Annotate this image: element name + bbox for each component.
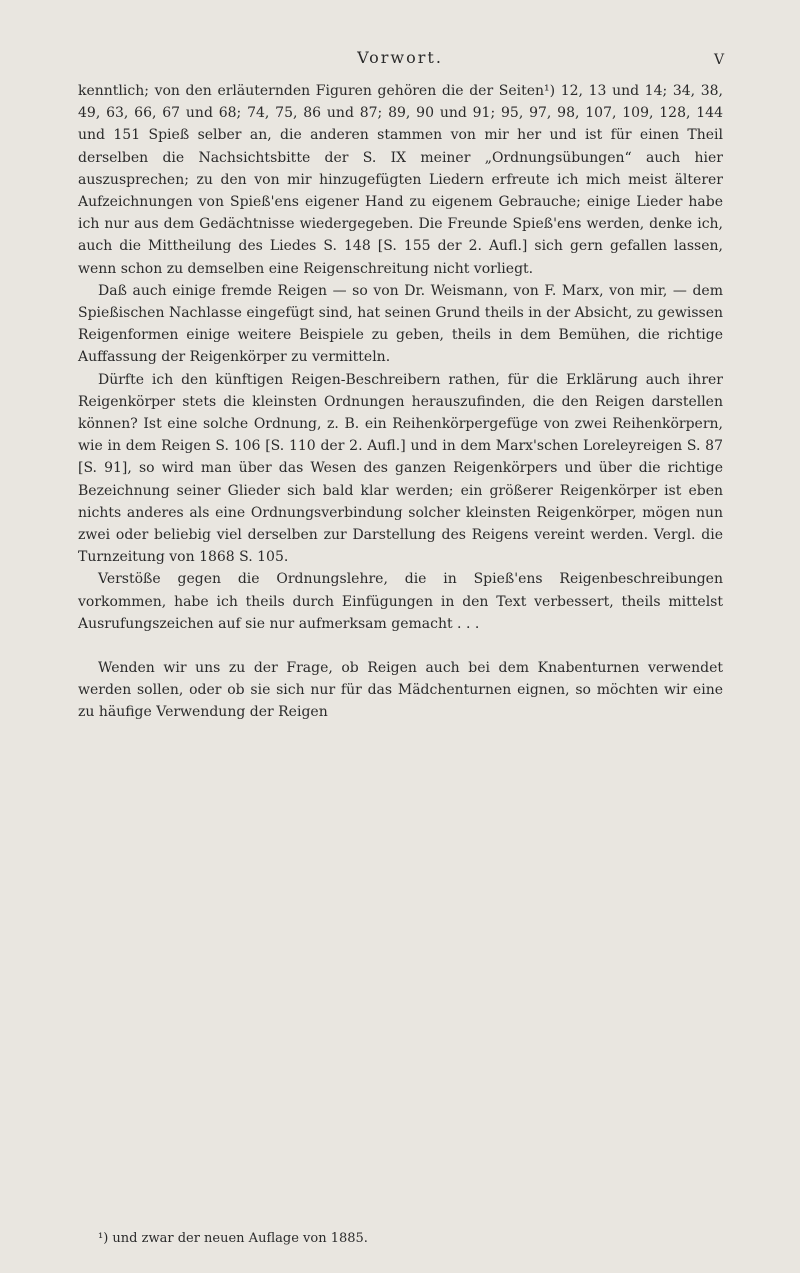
footnote: ¹) und zwar der neuen Auflage von 1885.: [98, 1231, 368, 1246]
running-head: Vorwort.: [357, 48, 443, 67]
paragraph-2: Daß auch einige fremde Reigen — so von Dr. Weismann, von F. Marx, von mir, — dem Spießischen Nachlasse eingefügt sind, hat seinen Grund theils in der Absicht, zu gewissen Reigenformen einige weitere Beispiele zu geben, theils in dem Bemühen, die richtige Auffassung der Reigenkörper zu vermitteln.: [78, 282, 723, 366]
page-number: V: [714, 52, 725, 68]
paragraph-1: kenntlich; von den erläuternden Figuren gehören die der Seiten¹) 12, 13 und 14; 34, 38, 49, 63, 66, 67 und 68; 74, 75, 86 und 87; 89, 90 und 91; 95, 97, 98, 107, 109, 128, 144 und 151 Spieß selber an, die anderen stammen von mir her und ist für einen Theil derselben die Nachsichtsbitte der S. IX meiner „Ordnungsübungen“ auch hier auszusprechen; zu den von mir hinzugefügten Liedern erfreute ich mich meist älterer Aufzeichnungen von Spieß'ens eigener Hand zu eigenem Gebrauche; einige Lieder habe ich nur aus dem Gedächtnisse wiedergegeben. Die Freunde Spieß'ens werden, denke ich, auch die Mittheilung des Liedes S. 148 [S. 155 der 2. Aufl.] sich gern gefallen lassen, wenn schon zu demselben eine Reigenschreitung nicht vorliegt.: [78, 83, 723, 277]
paragraph-5: Wenden wir uns zu der Frage, ob Reigen auch bei dem Knabenturnen verwendet werden sollen, oder ob sie sich nur für das Mädchenturnen eignen, so möchten wir eine zu häufige Verwendung der Reigen: [78, 660, 723, 721]
paragraph-3: Dürfte ich den künftigen Reigen-Beschreibern rathen, für die Erklärung auch ihrer Reigenkörper stets die kleinsten Ordnungen herauszufinden, die den Reigen darstellen können? Ist eine solche Ordnung, z. B. ein Reihenkörpergefüge von zwei Reihenkörpern, wie in dem Reigen S. 106 [S. 110 der 2. Aufl.] und in dem Marx'schen Loreleyreigen S. 87 [S. 91], so wird man über das Wesen des ganzen Reigenkörpers und über die richtige Bezeichnung seiner Glieder sich bald klar werden; ein größerer Reigenkörper ist eben nichts anderes als eine Ordnungsverbindung solcher kleinsten Reigenkörper, mögen nun zwei oder beliebig viel derselben zur Darstellung des Reigens vereint werden. Vergl. die Turnzeitung von 1868 S. 105.: [78, 371, 723, 566]
paragraph-4: Verstöße gegen die Ordnungslehre, die in Spieß'ens Reigenbeschreibungen vorkommen, habe ich theils durch Einfügungen in den Text verbessert, theils mittelst Ausrufungszeichen auf sie nur aufmerksam gemacht . . .: [78, 571, 723, 632]
body-text: [78, 80, 723, 724]
